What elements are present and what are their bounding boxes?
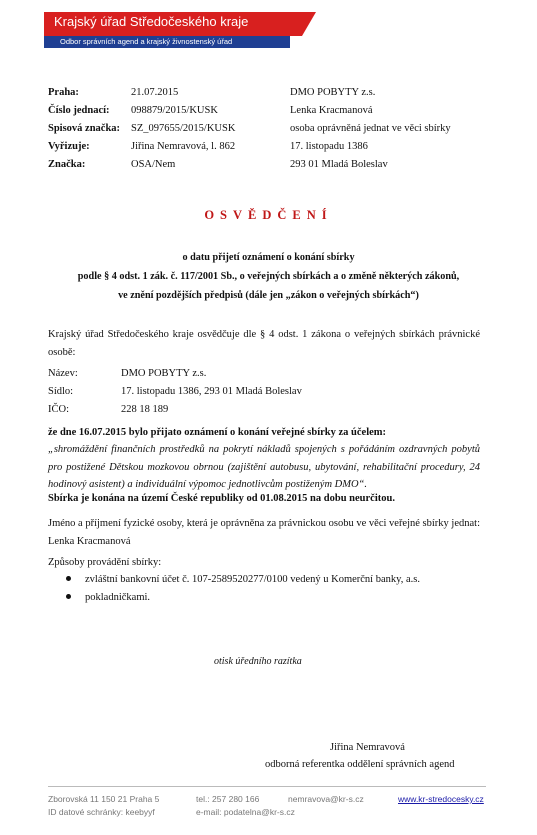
- purpose-lead: že dne 16.07.2015 bylo přijato oznámení o konání veřejné sbírky za účelem:: [48, 427, 387, 438]
- recipient-line: osoba oprávněná jednat ve věci sbírky: [290, 123, 451, 134]
- recipient-line: DMO POBYTY z.s.: [290, 87, 376, 98]
- header-value-file: SZ_097655/2015/KUSK: [131, 123, 236, 134]
- signatory-name: Jiřina Nemravová: [330, 742, 405, 753]
- header-value-date: 21.07.2015: [131, 87, 179, 98]
- document-title: OSVĚDČENÍ: [204, 208, 333, 222]
- stamp-note: otisk úředního razítka: [214, 656, 302, 667]
- method-text: pokladničkami.: [85, 592, 151, 603]
- footer-address: Zborovská 11 150 21 Praha 5: [48, 794, 160, 804]
- header-label-date: Praha:: [48, 87, 79, 98]
- subtitle-line-3: ve znění pozdějších předpisů (dále jen „zákon o veřejných sbírkách“): [118, 290, 419, 301]
- footer-divider: [48, 786, 486, 787]
- header-label-handler: Vyřizuje:: [48, 141, 90, 152]
- header-value-ref: 098879/2015/KUSK: [131, 105, 218, 116]
- method-text: zvláštní bankovní účet č. 107-2589520277/0100 vedený u Komerční banky, a.s.: [85, 574, 420, 585]
- methods-label: Způsoby provádění sbírky:: [48, 557, 162, 568]
- header-label-mark: Značka:: [48, 159, 86, 170]
- entity-label-name: Název:: [48, 368, 78, 379]
- subtitle-line-2: podle § 4 odst. 1 zák. č. 117/2001 Sb., o veřejných sbírkách a o změně některých zákonů,: [77, 271, 460, 282]
- department-name: Odbor správních agend a krajský živnostenský úřad: [60, 37, 233, 46]
- intro-paragraph: Krajský úřad Středočeského kraje osvědčuje dle § 4 odst. 1 zákona o veřejných sbírkách právnické osobě:: [48, 329, 480, 358]
- header-value-handler: Jiřina Nemravová, l. 862: [131, 141, 236, 152]
- collection-duration: Sbírka je konána na území České republiky od 01.08.2015 na dobu neurčitou.: [48, 493, 395, 504]
- recipient-line: Lenka Kracmanová: [290, 105, 373, 116]
- bullet-icon: [66, 594, 71, 599]
- subtitle-line-1: o datu přijetí oznámení o konání sbírky: [182, 252, 355, 263]
- entity-value-seat: 17. listopadu 1386, 293 01 Mladá Boleslav: [121, 386, 302, 397]
- entity-value-name: DMO POBYTY z.s.: [121, 368, 207, 379]
- header-value-mark: OSA/Nem: [131, 159, 176, 170]
- signatory-role: odborná referentka oddělení správních agend: [265, 759, 455, 770]
- footer-website-link[interactable]: www.kr-stredocesky.cz: [398, 794, 484, 804]
- bullet-icon: [66, 576, 71, 581]
- authorized-person: Jméno a příjmení fyzické osoby, která je oprávněna za právnickou osobu ve věci veřejné sbírky jednat: Lenka Kracmanová: [48, 518, 480, 547]
- entity-label-id: IČO:: [48, 404, 69, 415]
- method-item: [66, 574, 420, 585]
- footer-databox: ID datové schránky: keebyyf: [48, 807, 155, 817]
- office-name: Krajský úřad Středočeského kraje: [54, 14, 249, 29]
- recipient-line: 17. listopadu 1386: [290, 141, 368, 152]
- header-label-ref: Číslo jednací:: [48, 105, 110, 116]
- entity-label-seat: Sídlo:: [48, 386, 74, 397]
- footer-phone: tel.: 257 280 166: [196, 794, 260, 804]
- entity-value-id: 228 18 189: [121, 404, 169, 415]
- method-item: [66, 592, 150, 603]
- header-label-file: Spisová značka:: [48, 123, 121, 134]
- footer-email-registry[interactable]: e-mail: podatelna@kr-s.cz: [196, 807, 295, 817]
- recipient-line: 293 01 Mladá Boleslav: [290, 159, 388, 170]
- footer-email[interactable]: nemravova@kr-s.cz: [288, 794, 364, 804]
- purpose-text: „shromáždění finančních prostředků na pokrytí nákladů spojených s pořádáním ozdravných pobytů pro postižené Dětskou mozkovou obrnou (zajištění autobusu, ubytování, rehabilitační procedury, 24 hodinový asistent) a individuální výpomoc jednotlivcům postiženým DMO“.: [48, 444, 480, 490]
